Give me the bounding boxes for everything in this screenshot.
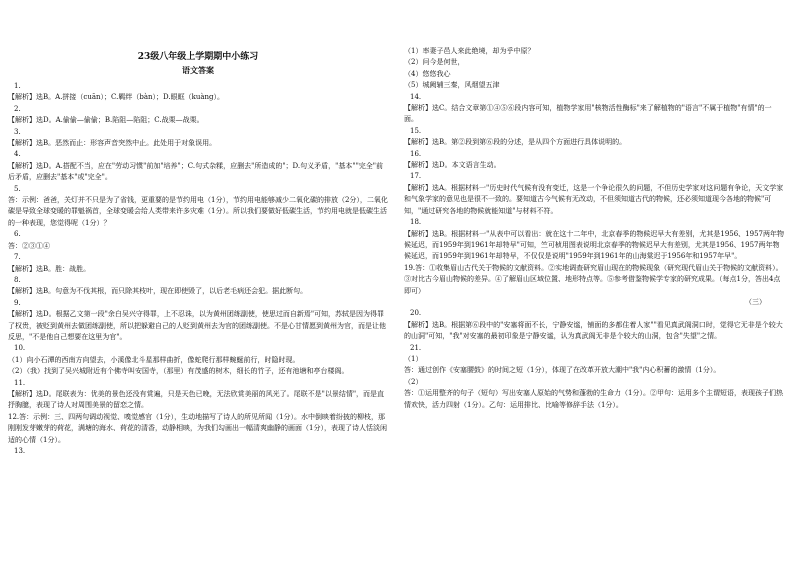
question-number: 16. xyxy=(410,149,422,158)
question-number: 10. xyxy=(14,344,26,353)
question-number: 14. xyxy=(410,92,422,101)
answer-line: 【解析】选B。句意为不伐其根，而只除其枝叶，现在即使毁了，以后老毛病还会犯。据此断句。 xyxy=(8,287,308,296)
question-number: 1. xyxy=(14,82,21,90)
answer-line: 【解析】选B。第②段到第⑥段的分述，是从四个方面进行具体说明的。 xyxy=(404,138,627,147)
answer-line: 答：②③①④ xyxy=(8,241,50,250)
answer-line: （1）率妻子邑人来此绝境，却为乎中原？ xyxy=(404,47,535,55)
question-number: 6. xyxy=(14,230,21,239)
answer-line: 【解析】选D。尾联表为：优美的景色还没有赏遍，只是天色已晚，无法欣赏美丽的风光了。尾联不是"以景结情"，而是直抒胸臆，表现了诗人对周围美景的留恋之情。 xyxy=(8,389,385,410)
page-subtitle: 语文答案 xyxy=(182,65,214,75)
right-column xyxy=(404,0,784,411)
answer-line: 答：通过创作《安塞腰鼓》的时间之短（1分），体现了在改革开放大潮中"我"内心积蓄的激情（1分）。 xyxy=(404,366,721,375)
answer-line: 【解析】选B。根据第⑥段中的"安塞将面不长，宁静安谧，铺面的多都住着人家""看见真武阁洞口时，觉得它无非是个较大的山洞"可知，"我"对安塞的最初印象是宁静安谧，认为真武阁无非是个较大的山洞，包含"失望"之情。 xyxy=(404,320,783,341)
question-number: 2. xyxy=(14,104,21,113)
answer-line: （2）（我）找到了吴兴城附近有个佛寺叫安国寺，（那里）有茂盛的树木，细长的竹子，还有池塘和亭台楼阁。 xyxy=(8,367,349,376)
right-answers xyxy=(404,46,784,411)
answer-line: 【解析】选A。根据材料一"历史时代气候有没有变迁，这是一个争论很久的问题，不但历史学家对这问题有争论，天文学家和气象学家的意见也是很不一致的。要知道古今气候有无改动，不但须知道古代的物候，还必须知道现今各地的物候"可知，"通过研究各地的物候就能知道"与材料不符。 xyxy=(404,183,784,215)
answer-line: 【解析】选B。恶然而止：形容声音突然中止。此处用于对象误用。 xyxy=(8,139,217,148)
answer-line: 12.答：示例：三、四两句调动视觉、嗅觉感官（1分），生动地描写了诗人的所见所闻（1分）。水中倒映着纷披的柳枝，那刚刚发芽嫩芽的荷花，满塘的海水、荷花的清香，动静相映，为我们勾画出一幅清爽幽静的画面（1分），表现了诗人恬淡闲适的心情（1分）。 xyxy=(8,412,387,444)
answer-line: （2）问今是何世， xyxy=(404,58,465,67)
question-number: 4. xyxy=(14,150,21,159)
answer-line: （1） xyxy=(404,354,423,363)
answer-line: 【解析】选B。胜：战胜。 xyxy=(8,264,91,273)
answer-line: （5）城阙辅三秦，风烟望五津 xyxy=(404,81,500,90)
answer-line: 【解析】选C。结合文章第①④⑤⑥段内容可知，植物学家用"核物活性酶标"来了解植物的"语言"不属于植物"有情"的一面。 xyxy=(404,104,772,124)
question-number: 11. xyxy=(14,378,26,387)
answer-line: 答：示例：爸爸，关灯并不只是为了省钱，更重要的是节约用电（1分），节约用电能够减少二氧化碳的排放（2分），二氧化碳是导致全球变暖的罪魁祸首，全球变暖会给人类带来许多灾难（1分）。所以我们要做好低碳生活，节约用电就是低碳生活的一种表现，您觉得呢（1分）？ xyxy=(8,196,388,227)
answer-line: （4）悠悠我心 xyxy=(404,69,451,78)
answer-line: 答：①运用整齐的句子（短句）写出安塞人原始的气势和蓬勃的生命力（1分）。②甲句：运用多个主谓短语，表现孩子们热情欢快，活力四射（1分）。乙句：运用排比、比喻等修辞手法（1分）。 xyxy=(404,389,783,409)
question-number: 20. xyxy=(410,309,422,318)
answer-line: 【解析】选D。本文语言生动。 xyxy=(404,161,501,170)
answer-line: （1）向小石潭的西南方向望去，小溪像北斗星那样曲折，像蛇爬行那样蜿蜒前行，时隐时现。 xyxy=(8,355,300,364)
question-number: 8. xyxy=(14,275,21,284)
left-column xyxy=(8,0,388,457)
answer-line: 【解析】选B。根据材料一"从表中可以看出：就在这十二年中，北京春季的物候迟早大有差别，尤其是1956、1957两年物候延迟，而1959年到1961年却特早"可知，竺可桢用图表说明北京春季的物候迟早大有差别，尤其是1956、1957两年物候延迟，而1959年到1961年却特早，不仅仅是说明"1959年到1961年的山海棠迟于1956年和1957年早"。 xyxy=(404,229,784,261)
question-number: 5. xyxy=(14,184,21,193)
page-title: 23级八年级上学期期中小练习 xyxy=(137,52,259,62)
answer-line: 【解析】选D。A.搭配不当，应在"劳动习惯"前加"培养"；C.句式杂糅，应删去"所造成的"；D.句义矛盾，"基本""完全"前后矛盾，应删去"基本"或"完全"。 xyxy=(8,161,384,182)
question-number: 18. xyxy=(410,218,422,227)
question-number: 17. xyxy=(410,172,422,181)
question-number: 21. xyxy=(410,343,422,352)
left-answers xyxy=(8,81,388,457)
answer-line: 【解析】选D。A.偷偷—偷偷；B.陷阻—陷阻；C.战栗—战栗。 xyxy=(8,116,204,125)
question-number: 15. xyxy=(410,126,422,135)
answer-line: （三） xyxy=(745,297,766,306)
question-number: 3. xyxy=(14,127,21,136)
answer-line: 【解析】选B。A.拼接（cuān）；C.羁绊（bàn）；D.眼眶（kuàng）。 xyxy=(8,93,225,102)
answer-line: （2） xyxy=(404,377,423,386)
question-number: 13. xyxy=(14,447,26,455)
answer-line: 【解析】选D。根据乙文第一段"余白吴兴守得罪，上不忍诛，以为黄州团练副使，使思过而自新焉"可知，苏轼是因为得罪了权贵，被贬到黄州去做团练副使，所以把躲避自己的人贬到黄州去为官的团练副使。不是心甘情愿到黄州为官，而是让他反思，"不是他自己想要在这里为官"。 xyxy=(8,310,386,341)
question-number: 7. xyxy=(14,253,21,262)
question-number: 9. xyxy=(14,298,21,307)
answer-line: 19.答：①收集眉山古代关于物候的文献资料。②实地调查研究眉山现在的物候现象（研究现代眉山关于物候的文献资料）。③对比古今眉山物候的差异。④了解眉山区域位置、地形特点等。⑤参考借鉴物候学专家的研究成果。（每点1分，答出4点即可） xyxy=(404,263,783,295)
